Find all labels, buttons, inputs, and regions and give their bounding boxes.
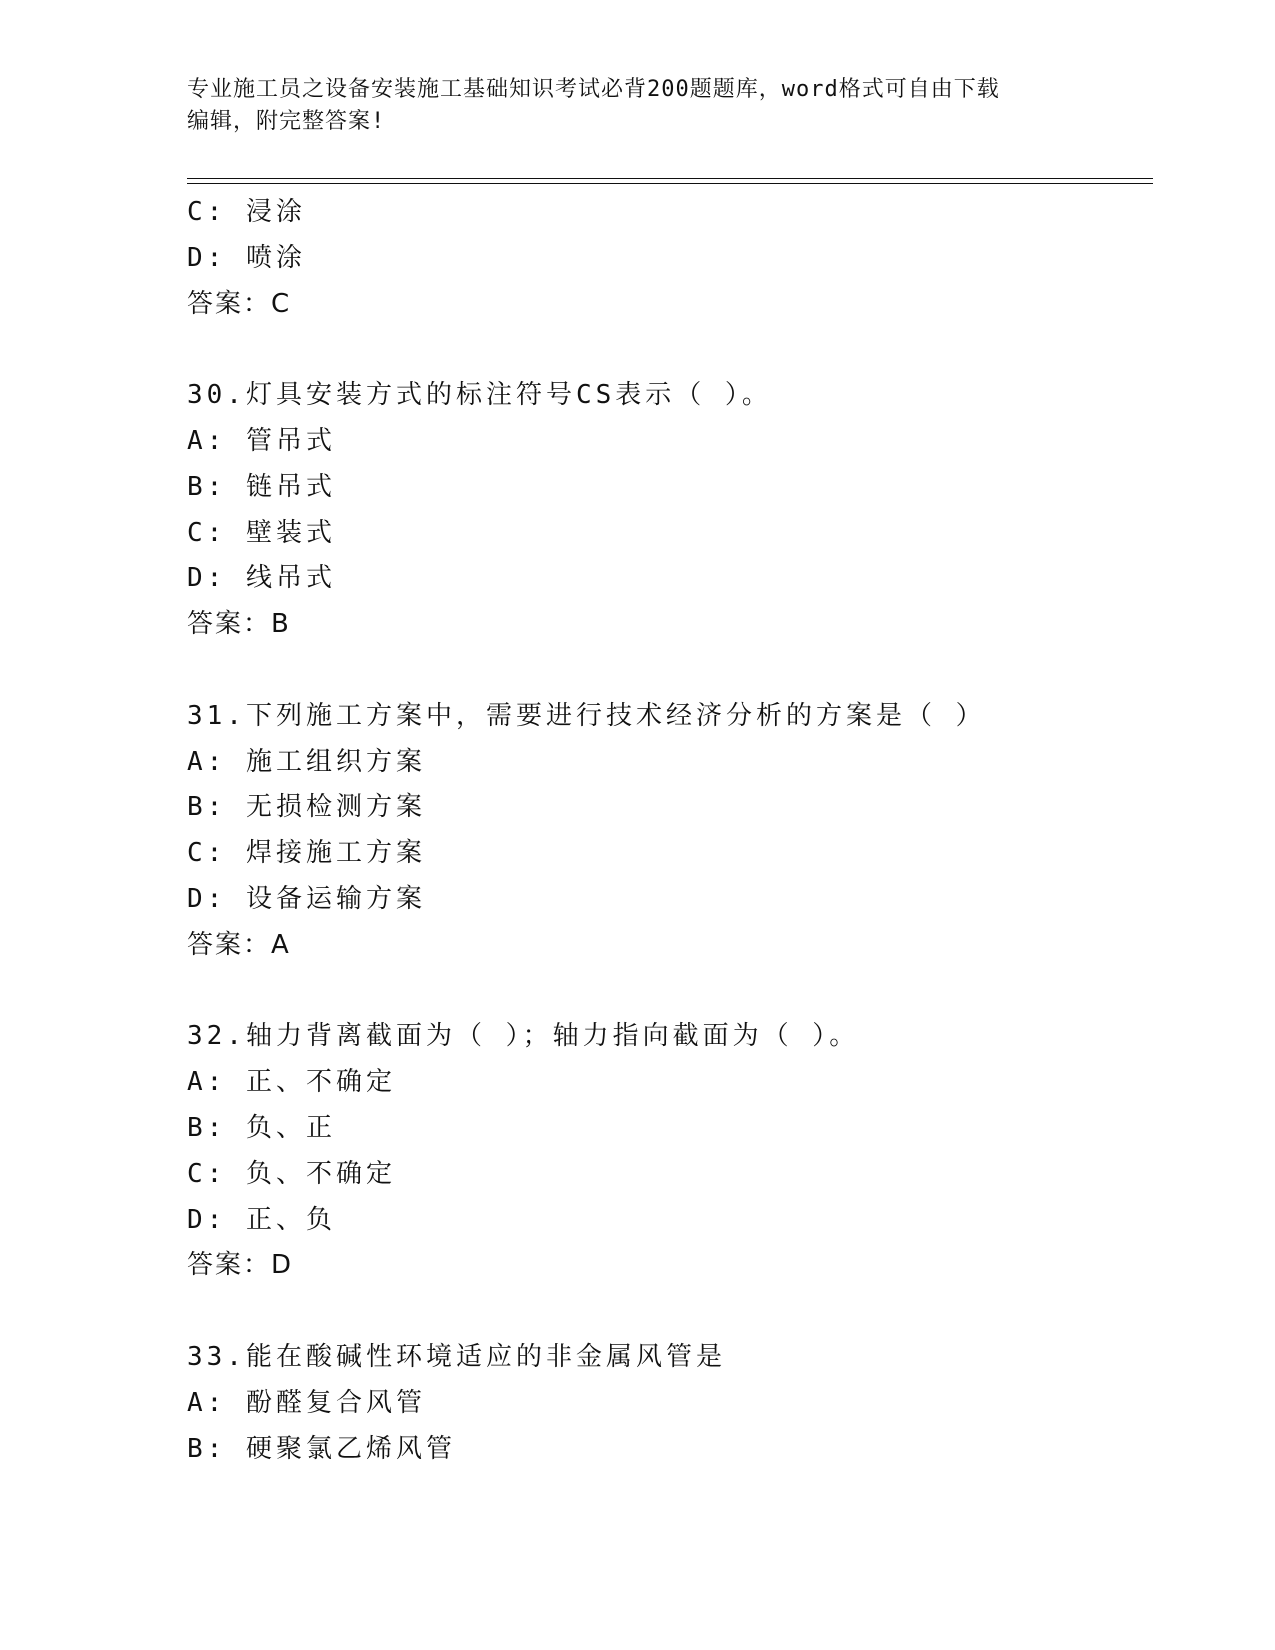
option-label: C:: [187, 1158, 227, 1189]
option-text: 负、正: [245, 1112, 336, 1143]
option-text: 正、不确定: [245, 1067, 396, 1098]
option-a: [187, 419, 1153, 465]
option-label: D:: [187, 242, 227, 273]
option-text: 酚醛复合风管: [245, 1387, 426, 1418]
option-c: [187, 1152, 1153, 1198]
option-label: C:: [187, 197, 227, 227]
question-spacer: [187, 1289, 1153, 1335]
option-c: [187, 511, 1153, 557]
option-label: A:: [187, 746, 227, 777]
question-list: [187, 190, 1153, 1472]
option-text: 喷涂: [245, 242, 306, 273]
option-text: 硬聚氯乙烯风管: [245, 1433, 456, 1464]
option-label: B:: [187, 471, 227, 502]
option-b: [187, 1106, 1153, 1152]
option-c: [187, 190, 1153, 236]
question-stem: 30.灯具安装方式的标注符号CS表示（ ）。: [187, 380, 772, 411]
answer-line: 答案：A: [187, 929, 291, 960]
option-b: [187, 1427, 1153, 1473]
option-label: B:: [187, 1433, 227, 1464]
question-stem: 33.能在酸碱性环境适应的非金属风管是: [187, 1341, 726, 1372]
option-a: [187, 1060, 1153, 1106]
option-label: A:: [187, 1387, 227, 1418]
option-label: C:: [187, 838, 227, 869]
option-label: A:: [187, 425, 227, 456]
option-text: 正、负: [245, 1204, 336, 1235]
header-divider-top: [187, 178, 1153, 179]
option-label: C:: [187, 517, 227, 548]
answer-line: 答案：D: [187, 1250, 294, 1281]
option-label: D:: [187, 883, 227, 914]
option-text: 管吊式: [245, 425, 336, 456]
header-divider-bottom: [187, 183, 1153, 184]
option-text: 壁装式: [245, 517, 336, 548]
question-stem: 32.轴力背离截面为（ ）；轴力指向截面为（ ）。: [187, 1021, 860, 1052]
option-d: [187, 1198, 1153, 1244]
option-text: 设备运输方案: [245, 883, 426, 914]
option-c: [187, 831, 1153, 877]
option-d: [187, 556, 1153, 602]
option-a: [187, 740, 1153, 786]
option-text: 负、不确定: [245, 1158, 396, 1189]
option-b: [187, 785, 1153, 831]
option-text: 焊接施工方案: [245, 838, 426, 869]
option-text: 链吊式: [245, 471, 336, 502]
document-header: [187, 74, 1087, 138]
option-label: B:: [187, 1112, 227, 1143]
option-label: B:: [187, 792, 227, 823]
option-label: D:: [187, 563, 227, 594]
option-a: [187, 1381, 1153, 1427]
option-label: D:: [187, 1204, 227, 1235]
option-text: 线吊式: [245, 563, 336, 594]
option-label: A:: [187, 1067, 227, 1098]
option-d: [187, 877, 1153, 923]
question-spacer: [187, 327, 1153, 373]
option-text: 浸涂: [245, 197, 306, 227]
header-title-line-1: 专业施工员之设备安装施工基础知识考试必背200题题库，word格式可自由下载: [187, 77, 1000, 102]
header-title-line-2: 编辑，附完整答案!: [187, 109, 386, 134]
option-text: 施工组织方案: [245, 746, 426, 777]
question-stem: 31.下列施工方案中，需要进行技术经济分析的方案是（ ）: [187, 700, 986, 731]
answer-line: 答案：C: [187, 288, 292, 319]
option-text: 无损检测方案: [245, 792, 426, 823]
option-b: [187, 465, 1153, 511]
answer-line: 答案：B: [187, 609, 291, 640]
option-d: [187, 236, 1153, 282]
question-spacer: [187, 969, 1153, 1015]
question-spacer: [187, 648, 1153, 694]
